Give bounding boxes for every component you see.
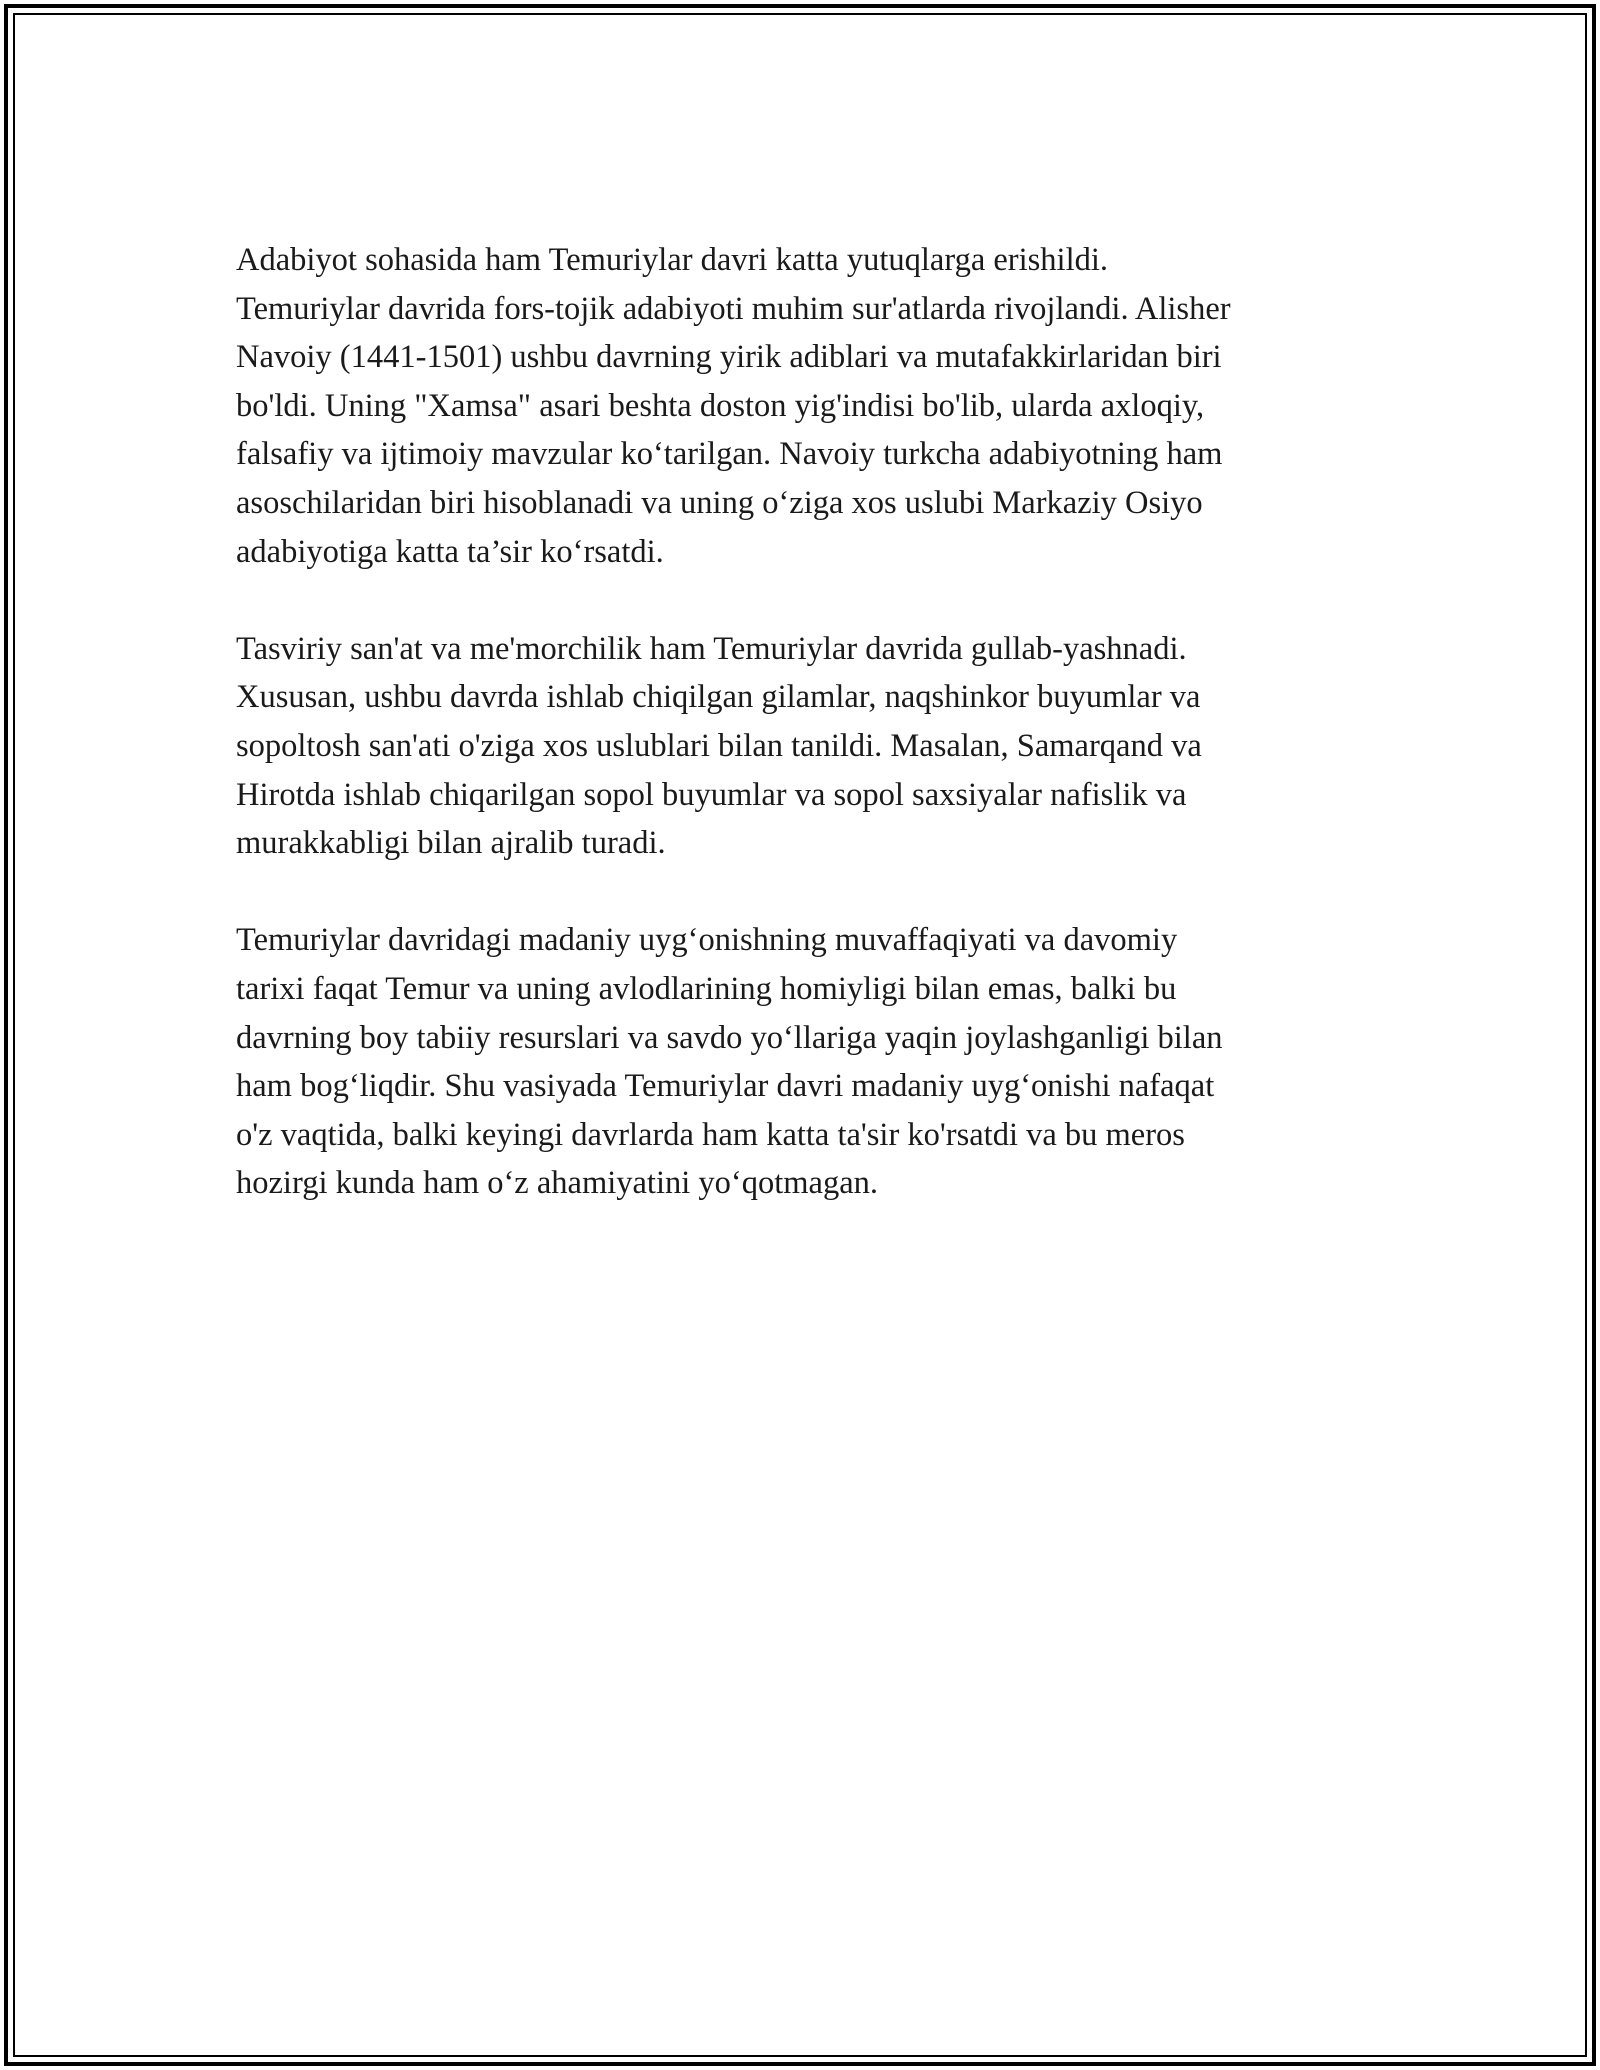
paragraph-art-architecture bbox=[236, 625, 1366, 868]
text-line: davrning boy tabiiy resurslari va savdo yo‘llariga yaqin joylashganligi bilan bbox=[236, 1019, 1223, 1056]
text-line: adabiyotiga katta ta’sir ko‘rsatdi. bbox=[236, 533, 664, 570]
text-line: Tasviriy san'at va me'morchilik ham Temuriylar davrida gullab-yashnadi. bbox=[236, 630, 1187, 667]
text-line: sopoltosh san'ati o'ziga xos uslublari bilan tanildi. Masalan, Samarqand va bbox=[236, 727, 1202, 764]
paragraph-cultural-renaissance bbox=[236, 916, 1366, 1208]
text-line: falsafiy va ijtimoiy mavzular ko‘tarilgan. Navoiy turkcha adabiyotning ham bbox=[236, 436, 1223, 473]
text-line: murakkabligi bilan ajralib turadi. bbox=[236, 825, 666, 862]
text-line: Adabiyot sohasida ham Temuriylar davri katta yutuqlarga erishildi. bbox=[236, 242, 1109, 278]
text-line: bo'ldi. Uning "Xamsa" asari beshta doston yig'indisi bo'lib, ularda axloqiy, bbox=[236, 387, 1205, 424]
text-line: hozirgi kunda ham o‘z ahamiyatini yo‘qotmagan. bbox=[236, 1165, 879, 1202]
text-line: Temuriylar davrida fors-tojik adabiyoti muhim sur'atlarda rivojlandi. Alisher bbox=[236, 290, 1231, 327]
text-line: ham bog‘liqdir. Shu vasiyada Temuriylar davri madaniy uyg‘onishi nafaqat bbox=[236, 1068, 1215, 1105]
paragraph-literature bbox=[236, 236, 1366, 576]
text-line: Hirotda ishlab chiqarilgan sopol buyumlar va sopol saxsiyalar nafislik va bbox=[236, 776, 1187, 813]
text-line: tarixi faqat Temur va uning avlodlarining homiyligi bilan emas, balki bu bbox=[236, 970, 1177, 1007]
text-line: o'z vaqtida, balki keyingi davrlarda ham katta ta'sir ko'rsatdi va bu meros bbox=[236, 1116, 1185, 1153]
document-body bbox=[236, 236, 1366, 1256]
text-line: Temuriylar davridagi madaniy uyg‘onishning muvaffaqiyati va davomiy bbox=[236, 922, 1178, 959]
text-line: Xususan, ushbu davrda ishlab chiqilgan gilamlar, naqshinkor buyumlar va bbox=[236, 679, 1201, 716]
text-line: asoschilaridan biri hisoblanadi va uning o‘ziga xos uslubi Markaziy Osiyo bbox=[236, 484, 1203, 521]
text-line: Navoiy (1441-1501) ushbu davrning yirik adiblari va mutafakkirlaridan biri bbox=[236, 339, 1222, 376]
